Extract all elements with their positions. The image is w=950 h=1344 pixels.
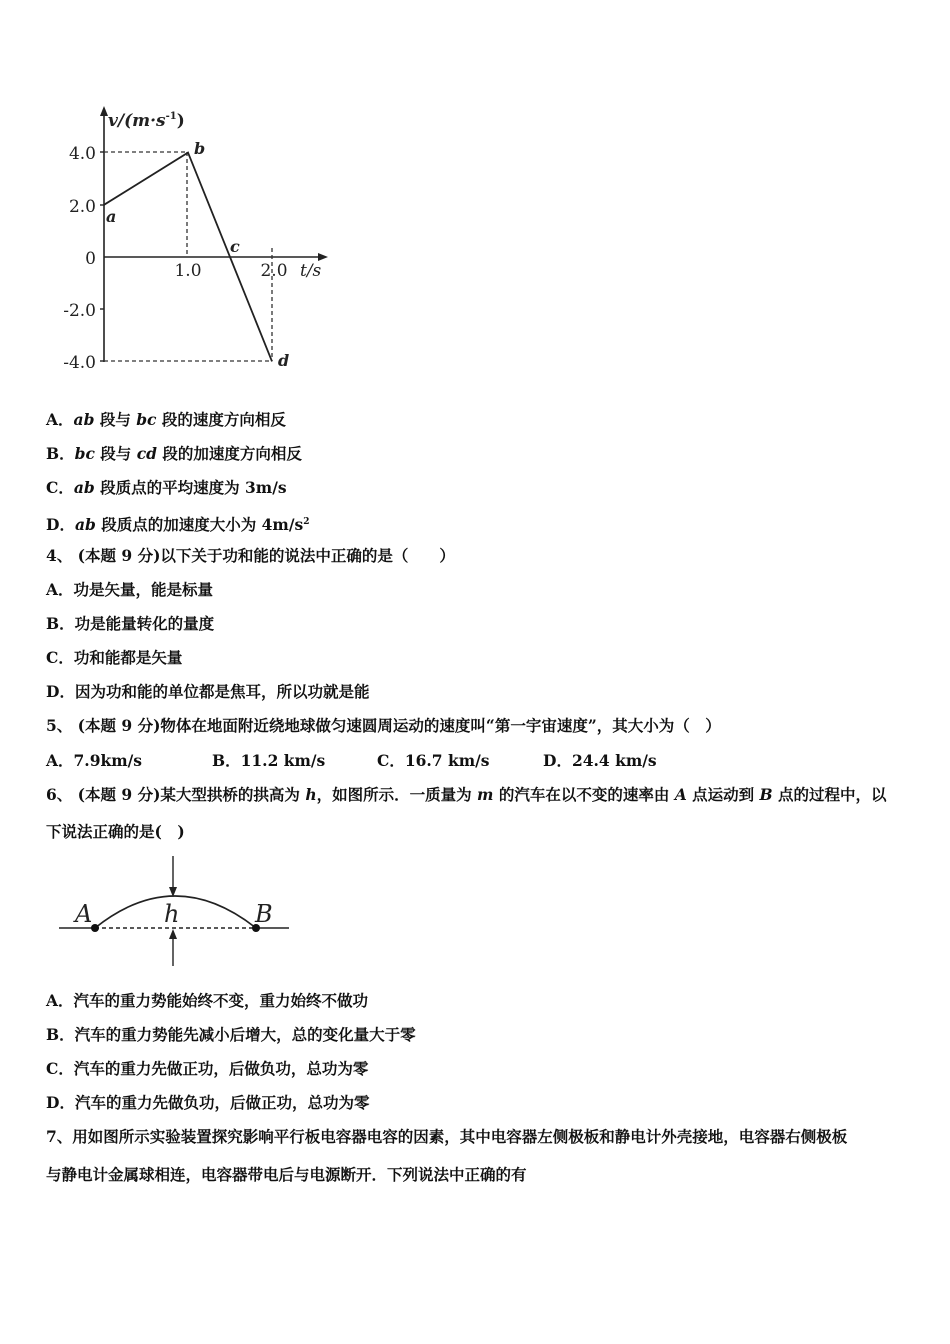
y-tick-4: 4.0 (68, 144, 96, 164)
arch-bridge-figure (55, 852, 305, 972)
point-d: d (278, 351, 290, 370)
q4-option-c: C．功和能都是矢量 (46, 648, 183, 667)
q5-option-b: B．11.2 km/s (212, 751, 326, 770)
point-b: b (194, 139, 206, 158)
x-tick-2: 2.0 (260, 261, 288, 281)
y-tick-neg4: -4.0 (63, 353, 96, 373)
q6-option-c: C．汽车的重力先做正功，后做负功，总功为零 (46, 1059, 369, 1078)
q7-stem-line2: 与静电计金属球相连，电容器带电后与电源断开．下列说法中正确的有 (46, 1165, 527, 1184)
fig-label-h: h (164, 900, 180, 928)
q3-option-a: A．ab 段与 bc 段的速度方向相反 (46, 410, 286, 429)
q3-option-c: C．ab 段质点的平均速度为 3m/s (46, 478, 287, 497)
y-tick-2: 2.0 (68, 197, 96, 217)
x-tick-1: 1.0 (174, 261, 202, 281)
arrow-up-head (169, 929, 177, 939)
q4-option-d: D．因为功和能的单位都是焦耳，所以功就是能 (46, 682, 370, 701)
q3-option-d: D．ab 段质点的加速度大小为 $4m/s^2$ (46, 515, 310, 535)
q6-option-b: B．汽车的重力势能先减小后增大，总的变化量大于零 (46, 1025, 416, 1044)
velocity-time-graph (50, 100, 380, 390)
fig-label-a: A (75, 900, 93, 928)
q5-option-c: C．16.7 km/s (377, 751, 490, 770)
y-tick-0: 0 (85, 249, 96, 269)
point-c: c (230, 237, 240, 256)
q5-stem: 5、 (本题 9 分)物体在地面附近绕地球做匀速圆周运动的速度叫“第一宇宙速度”，其大小为（ ） (46, 716, 721, 735)
q4-option-b: B．功是能量转化的量度 (46, 614, 215, 633)
q7-stem-line1: 7、用如图所示实验装置探究影响平行板电容器电容的因素，其中电容器左侧极板和静电计外壳接地，电容器右侧极板 (46, 1127, 848, 1146)
x-axis-arrow (318, 253, 328, 261)
x-axis-label: t/s (300, 261, 322, 281)
point-a: a (106, 207, 117, 226)
fig-label-b: B (255, 900, 273, 928)
q6-option-a: A．汽车的重力势能始终不变，重力始终不做功 (46, 991, 369, 1010)
y-tick-neg2: -2.0 (63, 301, 96, 321)
q4-stem: 4、 (本题 9 分)以下关于功和能的说法中正确的是（ ） (46, 546, 455, 565)
q3-option-b: B．bc 段与 cd 段的加速度方向相反 (46, 444, 302, 463)
q4-option-a: A．功是矢量，能是标量 (46, 580, 214, 599)
q6-option-d: D．汽车的重力先做负功，后做正功，总功为零 (46, 1093, 370, 1112)
q6-stem: 6、 (本题 9 分)某大型拱桥的拱高为 h，如图所示．一质量为 m 的汽车在以不变的速率由 A 点运动到 B 点的过程中，以 (46, 785, 887, 804)
q6-stem-line2: 下说法正确的是( ) (46, 822, 185, 841)
q5-option-a: A．7.9km/s (46, 751, 143, 770)
y-axis-label: $v/(m\cdot s^{-1})$ (108, 111, 185, 131)
y-axis-arrow (100, 106, 108, 116)
q5-option-d: D．24.4 km/s (543, 751, 657, 770)
